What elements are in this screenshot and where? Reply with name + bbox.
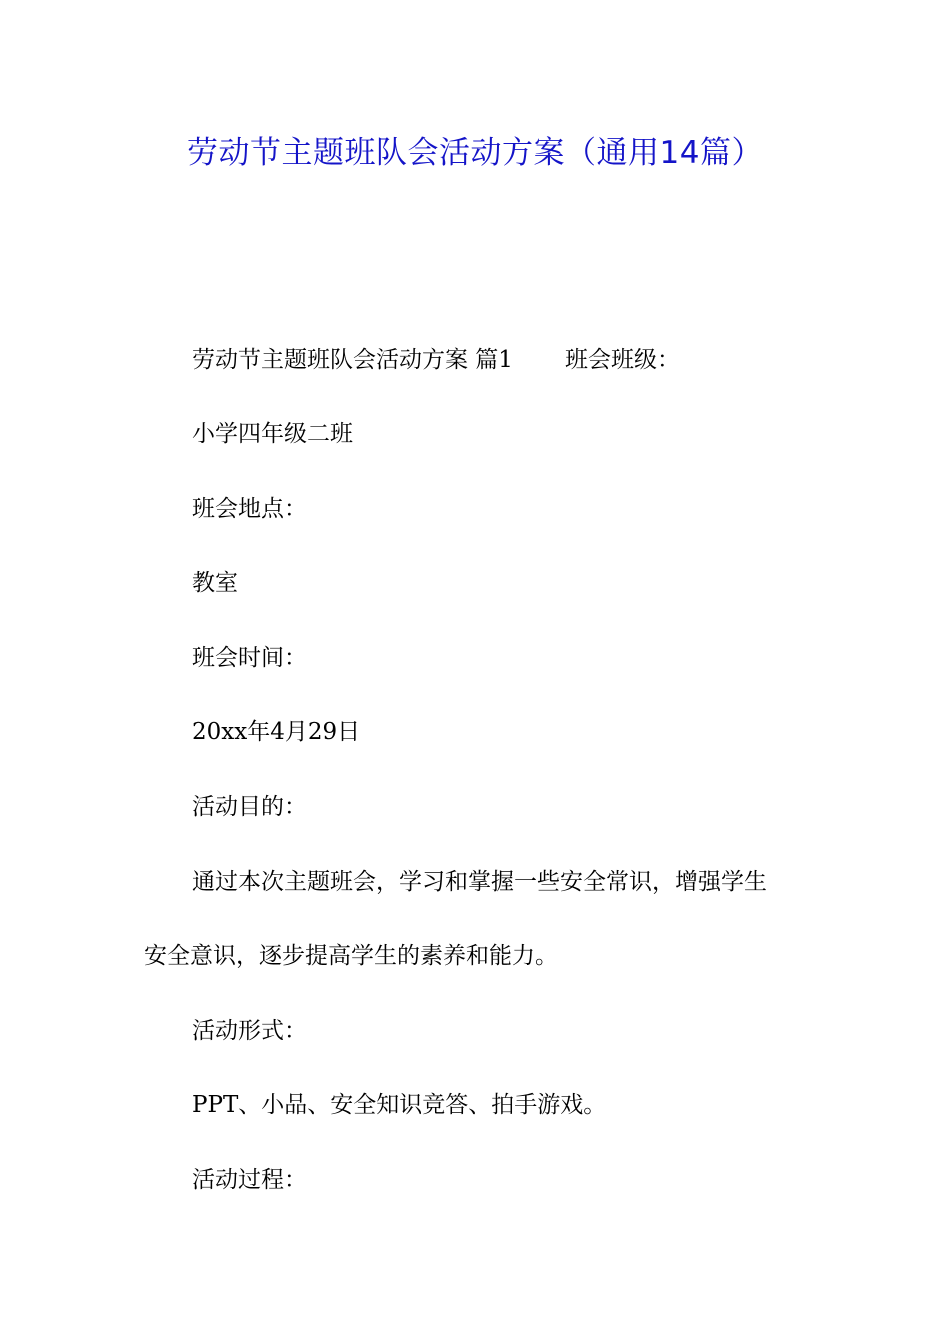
- class-value: 小学四年级二班: [192, 421, 353, 447]
- process-label: 活动过程：: [192, 1167, 307, 1193]
- purpose-text-line-2: 安全意识，逐步提高学生的素养和能力。: [144, 943, 558, 969]
- document-title: 劳动节主题班队会活动方案（通用14篇）: [187, 135, 763, 171]
- time-value: 20xx年4月29日: [192, 719, 361, 745]
- form-value: PPT、小品、安全知识竞答、拍手游戏。: [192, 1092, 607, 1118]
- location-label: 班会地点：: [192, 496, 307, 522]
- time-label: 班会时间：: [192, 645, 307, 671]
- purpose-text-line-1: 通过本次主题班会，学习和掌握一些安全常识，增强学生: [192, 869, 767, 895]
- class-label: 班会班级：: [564, 347, 680, 373]
- location-value: 教室: [192, 570, 238, 596]
- form-label: 活动形式：: [192, 1018, 307, 1044]
- part-title: 劳动节主题班队会活动方案 篇1: [192, 347, 513, 373]
- heading-line: [192, 345, 680, 375]
- purpose-label: 活动目的：: [192, 794, 307, 820]
